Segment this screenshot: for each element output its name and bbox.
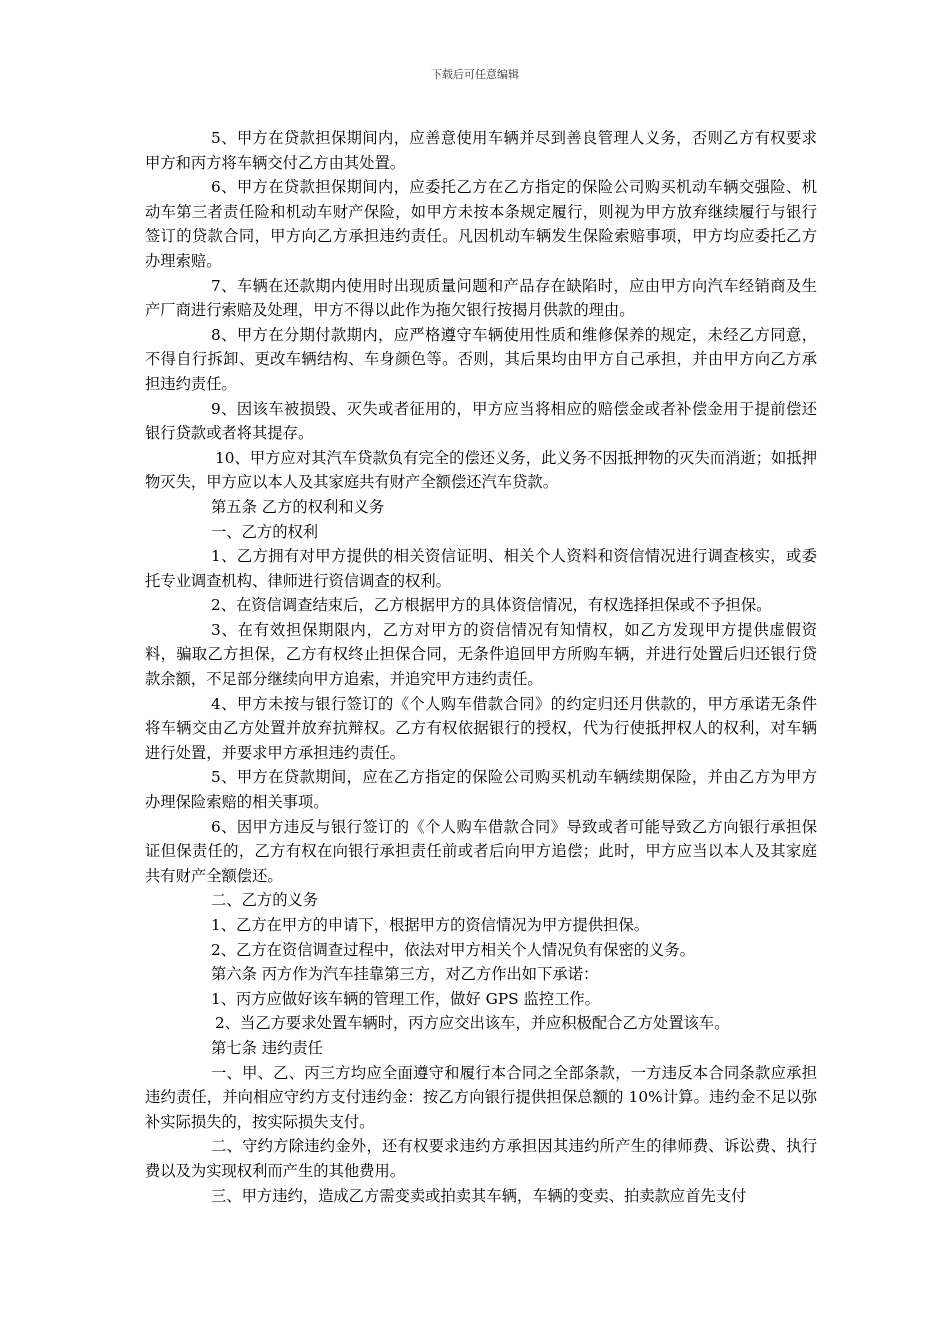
document-body [145, 126, 817, 1208]
rights-item-6: 6、因甲方违反与银行签订的《个人购车借款合同》导致或者可能导致乙方向银行承担保证但保责任的，乙方有权在向银行承担责任前或者后向甲方追偿；此时，甲方应当以本人及其家庭共有财产全额偿还。 [145, 817, 817, 885]
rights-item-1: 1、乙方拥有对甲方提供的相关资信证明、相关个人资料和资信情况进行调查核实，或委托专业调查机构、律师进行资信调查的权利。 [145, 547, 817, 590]
article-6-item-1: 1、丙方应做好该车辆的管理工作，做好 GPS 监控工作。 [211, 989, 600, 1008]
page-header: 下载后可任意编辑 [431, 68, 519, 81]
clause-8-text: 8、甲方在分期付款期内，应严格遵守车辆使用性质和维修保养的规定，未经乙方同意，不得自行拆卸、更改车辆结构、车身颜色等。否则，其后果均由甲方自己承担，并由甲方向乙方承担违约责任。 [145, 325, 817, 393]
article-5-heading: 第五条 乙方的权利和义务 [211, 497, 385, 516]
clause-10-text: 10、甲方应对其汽车贷款负有完全的偿还义务，此义务不因抵押物的灭失而消逝；如抵押物灭失，甲方应以本人及其家庭共有财产全额偿还汽车贷款。 [145, 448, 817, 492]
rights-item-2: 2、在资信调查结束后，乙方根据甲方的具体资信情况，有权选择担保或不予担保。 [211, 596, 772, 615]
rights-item-5: 5、甲方在贷款期间，应在乙方指定的保险公司购买机动车辆续期保险，并由乙方为甲方办理保险索赔的相关事项。 [145, 768, 817, 812]
section-b-duties-heading: 二、乙方的义务 [211, 891, 319, 910]
article-7-item-2: 二、守约方除违约金外，还有权要求违约方承担因其违约所产生的律师费、诉讼费、执行费以及为实现权利而产生的其他费用。 [145, 1137, 817, 1180]
clause-9-text: 9、因该车被损毁、灭失或者征用的，甲方应当将相应的赔偿金或者补偿金用于提前偿还银行贷款或者将其提存。 [145, 399, 817, 443]
rights-item-4: 4、甲方未按与银行签订的《个人购车借款合同》的约定归还月供款的，甲方承诺无条件将车辆交由乙方处置并放弃抗辩权。乙方有权依据银行的授权，代为行使抵押权人的权利，对车辆进行处置，并要求甲方承担违约责任。 [145, 694, 817, 762]
clause-7-text: 7、车辆在还款期内使用时出现质量问题和产品存在缺陷时，应由甲方向汽车经销商及生产厂商进行索赔及处理，甲方不得以此作为拖欠银行按揭月供款的理由。 [145, 276, 817, 320]
article-7-heading: 第七条 违约责任 [211, 1038, 323, 1057]
clause-6-text: 6、甲方在贷款担保期间内，应委托乙方在乙方指定的保险公司购买机动车辆交强险、机动车第三者责任险和机动车财产保险，如甲方未按本条规定履行，则视为甲方放弃继续履行与银行签订的贷款合同，甲方向乙方承担违约责任。凡因机动车辆发生保险索赔事项，甲方均应委托乙方办理索赔。 [145, 178, 817, 270]
article-6-item-2: 2、当乙方要求处置车辆时，丙方应交出该车，并应积极配合乙方处置该车。 [215, 1014, 730, 1033]
article-7-item-3: 三、甲方违约，造成乙方需变卖或拍卖其车辆，车辆的变卖、拍卖款应首先支付 [211, 1186, 747, 1205]
article-6-heading: 第六条 丙方作为汽车挂靠第三方，对乙方作出如下承诺： [211, 965, 599, 984]
clause-5-text: 5、甲方在贷款担保期间内，应善意使用车辆并尽到善良管理人义务，否则乙方有权要求甲方和丙方将车辆交付乙方由其处置。 [145, 129, 817, 172]
duties-item-2: 2、乙方在资信调查过程中，依法对甲方相关个人情况负有保密的义务。 [211, 940, 695, 959]
article-7-item-1: 一、甲、乙、丙三方均应全面遵守和履行本合同之全部条款，一方违反本合同条款应承担违约责任，并向相应守约方支付违约金：按乙方向银行提供担保总额的 10%计算。违约金不足以弥补实际损失的，按实际损失支付。 [145, 1063, 817, 1131]
duties-item-1: 1、乙方在甲方的申请下，根据甲方的资信情况为甲方提供担保。 [211, 916, 650, 934]
rights-item-3: 3、在有效担保期限内，乙方对甲方的资信情况有知情权，如乙方发现甲方提供虚假资料，骗取乙方担保，乙方有权终止担保合同，无条件追回甲方所购车辆，并进行处置后归还银行贷款余额，不足部分继续向甲方追索，并追究甲方违约责任。 [145, 620, 817, 689]
section-b-rights-heading: 一、乙方的权利 [211, 522, 319, 541]
